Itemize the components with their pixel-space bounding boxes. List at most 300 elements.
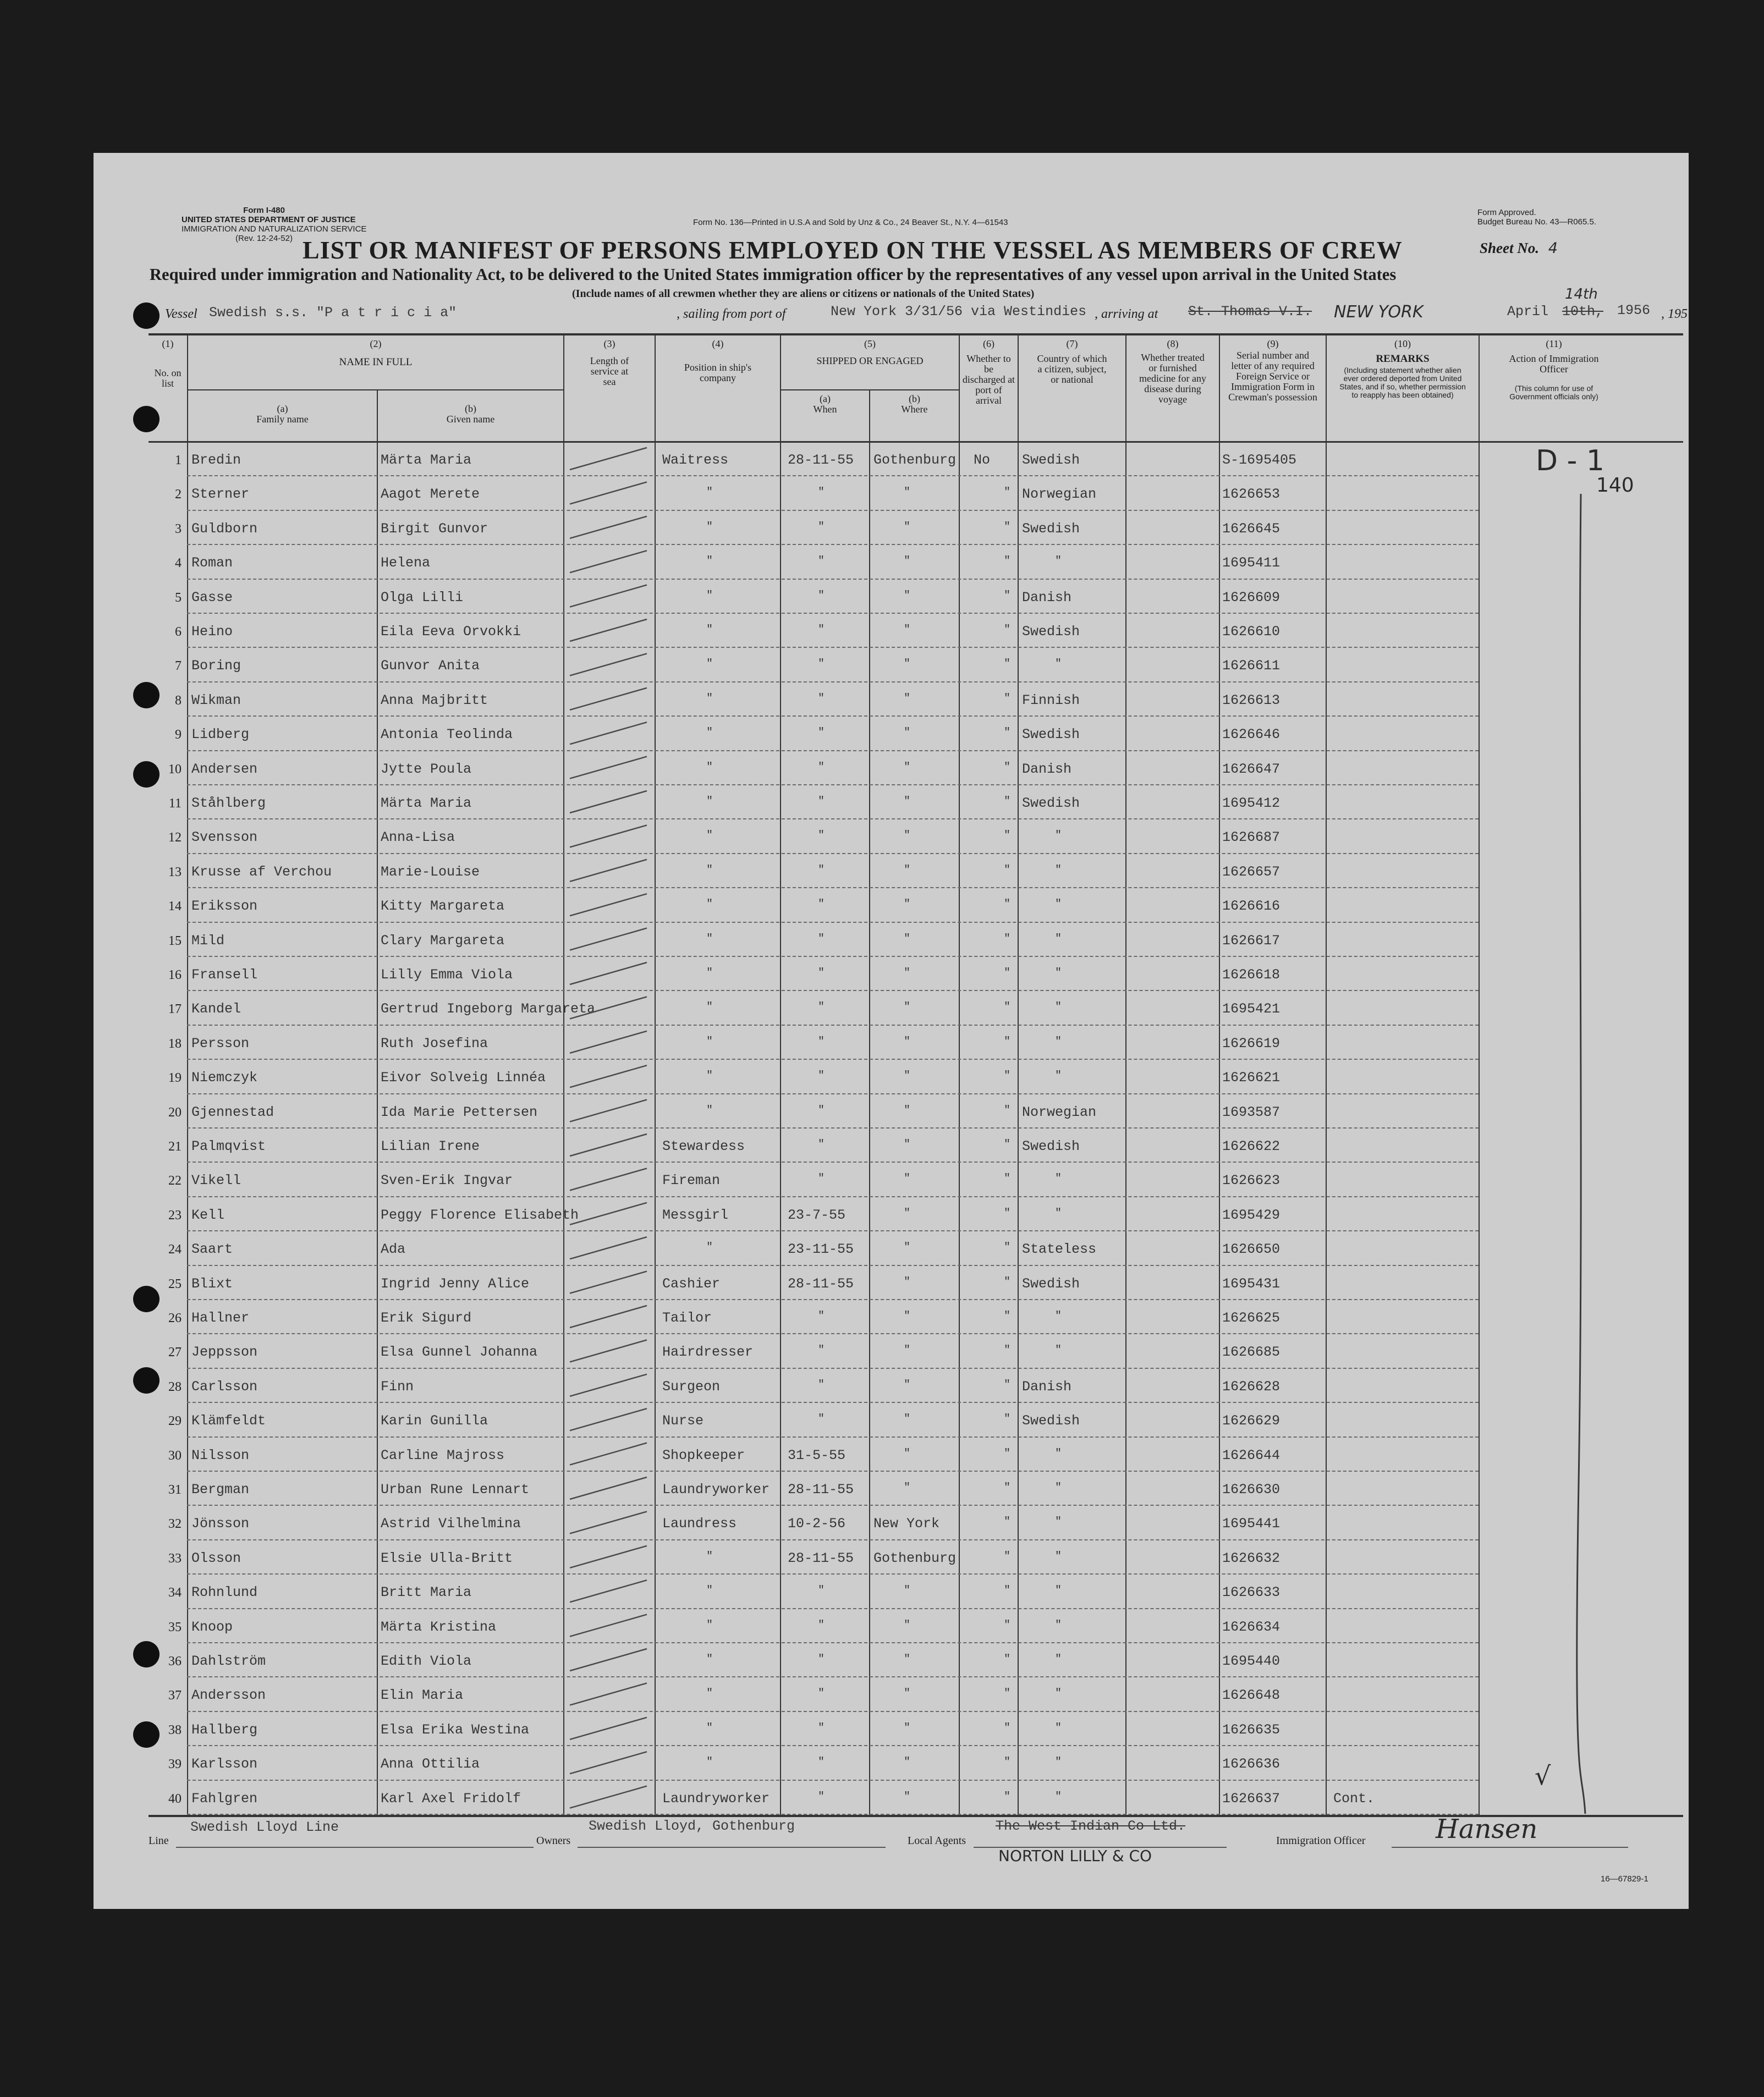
col-3-header — [564, 339, 655, 387]
service-stroke — [570, 722, 647, 744]
table-row — [94, 1746, 1689, 1780]
cell-serial: 1626623 — [1222, 1173, 1281, 1189]
cell-family: Boring — [191, 658, 241, 674]
cell-position: " — [706, 863, 713, 877]
cell-country: Danish — [1022, 761, 1072, 777]
service-stroke — [570, 928, 647, 950]
cell-position: Nurse — [662, 1413, 704, 1429]
col-4-num: (4) — [712, 338, 724, 349]
cell-country: Stateless — [1022, 1241, 1097, 1258]
col-7-num: (7) — [1066, 338, 1078, 349]
cell-discharged: " — [1004, 1310, 1011, 1323]
service-stroke — [570, 757, 647, 779]
cell-when: " — [818, 658, 825, 671]
cell-country: Swedish — [1022, 452, 1080, 468]
row-number: 7 — [175, 659, 182, 674]
cell-where: " — [904, 1207, 911, 1220]
table-row — [94, 923, 1689, 957]
cell-country: " — [1055, 863, 1062, 877]
cell-discharged: " — [1004, 1104, 1011, 1117]
cell-position: " — [706, 1721, 713, 1735]
cell-country: " — [1055, 1687, 1062, 1700]
cell-serial: 1626632 — [1222, 1550, 1281, 1566]
col-10-note: (Including statement whether alien ever ordered deported from United States, and if so, whether permission to reapply has been obtained) — [1339, 366, 1466, 399]
row-number: 4 — [175, 556, 182, 571]
col-6-header — [960, 339, 1018, 406]
cell-when: " — [818, 1035, 825, 1048]
cell-given: Eivor Solveig Linnéa — [381, 1070, 546, 1086]
cell-country: " — [1055, 1653, 1062, 1666]
cell-where: " — [904, 1104, 911, 1117]
cell-when: " — [818, 1653, 825, 1666]
cell-where: " — [904, 589, 911, 602]
action-count: 140 — [1596, 474, 1634, 497]
table-row — [94, 819, 1689, 854]
service-stroke — [570, 1306, 647, 1328]
cell-serial: 1695411 — [1222, 555, 1281, 571]
cell-discharged: " — [1004, 1138, 1011, 1151]
cell-position: " — [706, 624, 713, 636]
cell-position: " — [706, 658, 713, 671]
cell-where: Gothenburg — [873, 1550, 957, 1566]
cell-where: " — [904, 520, 911, 533]
service-name: IMMIGRATION AND NATURALIZATION SERVICE — [182, 224, 367, 234]
owners-label: Owners — [536, 1835, 571, 1847]
agents-struck: The West Indian Co Ltd. — [996, 1818, 1186, 1834]
cell-serial: 1626610 — [1222, 624, 1281, 640]
cell-position: Cashier — [662, 1275, 721, 1292]
col-10-header — [1327, 339, 1479, 399]
cell-position: " — [706, 486, 713, 499]
cell-when: " — [818, 555, 825, 568]
cell-serial: 1626646 — [1222, 726, 1281, 743]
cell-family: Persson — [191, 1035, 250, 1052]
row-number: 5 — [175, 590, 182, 605]
table-row — [94, 1712, 1689, 1746]
col-2-header — [188, 339, 563, 367]
cell-serial: S-1695405 — [1222, 452, 1297, 468]
service-stroke — [570, 860, 647, 882]
service-stroke — [570, 1134, 647, 1156]
cell-discharged: " — [1004, 1413, 1011, 1426]
cell-country: " — [1055, 658, 1062, 671]
cell-family: Dahlström — [191, 1653, 266, 1669]
row-number: 6 — [175, 625, 182, 639]
service-stroke — [570, 1786, 647, 1808]
row-number: 17 — [168, 1002, 182, 1017]
form-code: 16—67829-1 — [1601, 1874, 1648, 1884]
cell-when: " — [818, 1619, 825, 1632]
cell-given: Karl Axel Fridolf — [381, 1790, 521, 1807]
cell-family: Hallner — [191, 1310, 250, 1326]
cell-serial: 1695431 — [1222, 1275, 1281, 1292]
cell-family: Guldborn — [191, 520, 258, 537]
cell-given: Kitty Margareta — [381, 898, 505, 915]
cell-when: 28-11-55 — [788, 452, 854, 468]
cell-given: Anna Ottilia — [381, 1756, 480, 1773]
cell-when: " — [818, 1790, 825, 1803]
table-row — [94, 1334, 1689, 1368]
service-stroke — [570, 1237, 647, 1259]
agents-value: NORTON LILLY & CO — [998, 1847, 1152, 1865]
table-row — [94, 854, 1689, 888]
col-2b-label: Given name — [446, 414, 495, 425]
row-number: 11 — [168, 796, 182, 811]
cell-discharged: " — [1004, 555, 1011, 568]
row-number: 37 — [168, 1688, 182, 1703]
cell-where: " — [904, 555, 911, 568]
table-row — [94, 1540, 1689, 1575]
cell-position: " — [706, 1035, 713, 1048]
table-row — [94, 957, 1689, 991]
cell-where: " — [904, 898, 911, 911]
service-stroke — [570, 516, 647, 538]
cell-discharged: " — [1004, 795, 1011, 808]
service-stroke — [570, 1203, 647, 1225]
cell-where: " — [904, 1275, 911, 1289]
col-10-num: (10) — [1394, 338, 1411, 349]
sheet-label: Sheet No. — [1480, 240, 1539, 256]
cell-when: " — [818, 624, 825, 636]
service-stroke — [570, 1374, 647, 1396]
cell-where: " — [904, 486, 911, 499]
cell-serial: 1695440 — [1222, 1653, 1281, 1669]
table-row — [94, 1060, 1689, 1094]
cell-discharged: " — [1004, 1687, 1011, 1700]
table-row — [94, 614, 1689, 648]
service-stroke — [570, 1065, 647, 1087]
arriving-label: , arriving at — [1095, 307, 1158, 321]
action-check: √ — [1535, 1761, 1551, 1791]
cell-serial: 1695421 — [1222, 1001, 1281, 1017]
cell-family: Karlsson — [191, 1756, 258, 1773]
sailing-label: , sailing from port of — [677, 307, 786, 321]
cell-family: Vikell — [191, 1173, 241, 1189]
cell-given: Birgit Gunvor — [381, 520, 488, 537]
cell-position: " — [706, 898, 713, 911]
cell-position: Tailor — [662, 1310, 712, 1326]
col-6-label: Whether to be discharged at port of arrival — [962, 353, 1015, 406]
cell-when: " — [818, 1413, 825, 1426]
cell-discharged: " — [1004, 726, 1011, 740]
cell-family: Bredin — [191, 452, 241, 468]
cell-serial: 1626647 — [1222, 761, 1281, 777]
cell-family: Niemczyk — [191, 1070, 258, 1086]
row-number: 8 — [175, 693, 182, 708]
cell-when: " — [818, 761, 825, 774]
row-number: 10 — [168, 762, 182, 777]
form-number: Form I-480 — [243, 206, 285, 215]
cell-given: Ida Marie Pettersen — [381, 1104, 538, 1120]
col-11-label: Action of Immigration Officer — [1509, 353, 1599, 375]
col-6-num: (6) — [983, 338, 994, 349]
service-stroke — [570, 1511, 647, 1533]
row-number: 38 — [168, 1722, 182, 1737]
service-stroke — [570, 1168, 647, 1190]
cell-serial: 1626650 — [1222, 1241, 1281, 1258]
cell-family: Fahlgren — [191, 1790, 258, 1807]
owners-value: Swedish Lloyd, Gothenburg — [589, 1818, 795, 1834]
row-number: 36 — [168, 1654, 182, 1669]
cell-where: " — [904, 1756, 911, 1769]
col-3-label: Length of service at sea — [590, 355, 629, 387]
cell-serial: 1626635 — [1222, 1721, 1281, 1738]
cell-where: " — [904, 1378, 911, 1391]
cell-given: Elin Maria — [381, 1687, 464, 1704]
cell-where: " — [904, 1619, 911, 1632]
cell-serial: 1626630 — [1222, 1482, 1281, 1498]
cell-country: Danish — [1022, 589, 1072, 606]
col-5-header — [781, 339, 959, 366]
col-5-label: SHIPPED OR ENGAGED — [816, 355, 924, 366]
col-5-num: (5) — [864, 338, 876, 349]
service-stroke — [570, 1408, 647, 1430]
cell-when: " — [818, 1070, 825, 1083]
col-2-num: (2) — [370, 338, 382, 349]
row-number: 23 — [168, 1208, 182, 1223]
cell-serial: 1626685 — [1222, 1344, 1281, 1361]
cell-given: Olga Lilli — [381, 589, 464, 606]
cell-country: " — [1055, 1070, 1062, 1083]
cell-given: Carline Majross — [381, 1447, 505, 1463]
table-row — [94, 1300, 1689, 1334]
service-stroke — [570, 1580, 647, 1602]
cell-where: " — [904, 1687, 911, 1700]
table-row — [94, 1231, 1689, 1265]
table-row — [94, 442, 1689, 476]
cell-country: Swedish — [1022, 520, 1080, 537]
vessel-name: Swedish s.s. "P a t r i c i a" — [209, 305, 457, 321]
cell-family: Olsson — [191, 1550, 241, 1566]
punch-hole — [133, 406, 160, 432]
cell-country: " — [1055, 829, 1062, 843]
cell-family: Krusse af Verchou — [191, 863, 332, 880]
cell-position: " — [706, 1653, 713, 1666]
cell-family: Svensson — [191, 829, 258, 846]
table-row — [94, 1575, 1689, 1609]
row-number: 16 — [168, 968, 182, 982]
table-row — [94, 785, 1689, 819]
line-label: Line — [149, 1835, 169, 1847]
row-number: 29 — [168, 1414, 182, 1429]
approval-block — [1477, 208, 1596, 227]
row-number: 13 — [168, 865, 182, 879]
cell-serial: 1626634 — [1222, 1619, 1281, 1635]
table-row — [94, 1781, 1689, 1815]
cell-position: " — [706, 589, 713, 602]
service-stroke — [570, 1031, 647, 1053]
cell-discharged: " — [1004, 1619, 1011, 1632]
cell-family: Bergman — [191, 1482, 250, 1498]
cell-country: " — [1055, 967, 1062, 979]
cell-when: " — [818, 520, 825, 533]
row-number: 22 — [168, 1174, 182, 1188]
cell-where: " — [904, 1241, 911, 1254]
cell-discharged: " — [1004, 692, 1011, 705]
col-11-note: (This column for use of Government officials only) — [1509, 384, 1598, 401]
cell-family: Knoop — [191, 1619, 233, 1635]
cell-given: Marie-Louise — [381, 863, 480, 880]
cell-given: Ingrid Jenny Alice — [381, 1275, 530, 1292]
cell-discharged: " — [1004, 589, 1011, 602]
officer-signature: Hansen — [1436, 1814, 1538, 1845]
col-9-num: (9) — [1267, 338, 1279, 349]
cell-position: " — [706, 829, 713, 843]
row-number: 31 — [168, 1483, 182, 1497]
cell-discharged: No — [974, 452, 991, 468]
cell-country: Finnish — [1022, 692, 1080, 708]
cell-discharged: " — [1004, 1275, 1011, 1289]
cell-remarks: Cont. — [1333, 1790, 1375, 1807]
cell-where: " — [904, 1070, 911, 1083]
cell-when: " — [818, 1378, 825, 1391]
service-stroke — [570, 551, 647, 573]
cell-family: Lidberg — [191, 726, 250, 743]
cell-position: Surgeon — [662, 1378, 721, 1395]
cell-serial: 1626687 — [1222, 829, 1281, 846]
cell-given: Erik Sigurd — [381, 1310, 472, 1326]
service-stroke — [570, 962, 647, 984]
cell-country: " — [1055, 1756, 1062, 1769]
cell-when: 10-2-56 — [788, 1516, 846, 1532]
cell-given: Britt Maria — [381, 1584, 472, 1601]
cell-where: " — [904, 1413, 911, 1426]
col-1-label: No. on list — [154, 367, 182, 389]
table-row — [94, 545, 1689, 579]
service-stroke — [570, 1443, 647, 1465]
cell-family: Kell — [191, 1207, 225, 1223]
action-d1: D - 1 — [1536, 444, 1604, 477]
cell-country: " — [1055, 1447, 1062, 1460]
cell-country: " — [1055, 1482, 1062, 1494]
cell-given: Antonia Teolinda — [381, 726, 513, 743]
cell-position: " — [706, 692, 713, 705]
cell-serial: 1626628 — [1222, 1378, 1281, 1395]
service-stroke — [570, 1272, 647, 1294]
cell-when: " — [818, 863, 825, 877]
row-number: 1 — [175, 453, 182, 467]
cell-discharged: " — [1004, 1001, 1011, 1014]
service-stroke — [570, 482, 647, 504]
col-2b-num: (b) — [465, 403, 476, 414]
col-1-header — [149, 339, 187, 389]
cell-when: " — [818, 692, 825, 705]
cell-discharged: " — [1004, 1207, 1011, 1220]
action-bracket-line — [1571, 494, 1593, 1825]
cell-when: 28-11-55 — [788, 1550, 854, 1566]
col-8-header — [1126, 339, 1219, 405]
cell-country: " — [1055, 1173, 1062, 1186]
cell-when: " — [818, 1001, 825, 1014]
row-number: 39 — [168, 1757, 182, 1772]
cell-given: Märta Maria — [381, 452, 472, 468]
page-title: LIST OR MANIFEST OF PERSONS EMPLOYED ON THE VESSEL AS MEMBERS OF CREW — [303, 236, 1403, 264]
table-row — [94, 1609, 1689, 1643]
col-10-label: REMARKS — [1376, 353, 1430, 365]
cell-given: Edith Viola — [381, 1653, 472, 1669]
cell-position: " — [706, 1584, 713, 1598]
cell-position: " — [706, 555, 713, 568]
arrival-day-struck: 10th, — [1562, 304, 1604, 320]
cell-discharged: " — [1004, 658, 1011, 671]
cell-where: " — [904, 1721, 911, 1735]
cell-where: " — [904, 726, 911, 740]
table-row — [94, 648, 1689, 682]
cell-where: " — [904, 1447, 911, 1460]
col-2a-num: (a) — [277, 403, 288, 414]
row-number: 25 — [168, 1276, 182, 1291]
vessel-label: Vessel — [165, 307, 197, 321]
table-row — [94, 1369, 1689, 1403]
cell-where: " — [904, 1310, 911, 1323]
cell-where: " — [904, 1173, 911, 1186]
service-stroke — [570, 1100, 647, 1122]
cell-given: Lilian Irene — [381, 1138, 480, 1154]
row-number: 35 — [168, 1620, 182, 1634]
cell-country: " — [1055, 1619, 1062, 1632]
cell-position: " — [706, 1070, 713, 1083]
cell-serial: 1626621 — [1222, 1070, 1281, 1086]
cell-family: Gasse — [191, 589, 233, 606]
cell-country: Swedish — [1022, 795, 1080, 811]
service-stroke — [570, 448, 647, 470]
cell-family: Rohnlund — [191, 1584, 258, 1601]
cell-where: " — [904, 1035, 911, 1048]
cell-discharged: " — [1004, 1378, 1011, 1391]
cell-when: " — [818, 932, 825, 945]
cell-given: Finn — [381, 1378, 414, 1395]
cell-country: " — [1055, 555, 1062, 568]
cell-discharged: " — [1004, 1344, 1011, 1357]
col-5a-label: When — [813, 404, 837, 415]
cell-position: " — [706, 1619, 713, 1632]
table-row — [94, 683, 1689, 717]
cell-where: " — [904, 1001, 911, 1014]
cell-given: Ruth Josefina — [381, 1035, 488, 1052]
col-11-header — [1480, 339, 1628, 401]
cell-discharged: " — [1004, 1173, 1011, 1186]
cell-family: Klämfeldt — [191, 1413, 266, 1429]
cell-given: Märta Kristina — [381, 1619, 497, 1635]
col-2b-header — [378, 404, 563, 425]
cell-position: Waitress — [662, 452, 729, 468]
cell-serial: 1626618 — [1222, 967, 1281, 983]
revision-date: (Rev. 12-24-52) — [235, 234, 293, 243]
service-stroke — [570, 1340, 647, 1362]
cell-given: Gertrud Ingeborg Margareta — [381, 1001, 596, 1017]
cell-given: Anna-Lisa — [381, 829, 455, 846]
table-row — [94, 1197, 1689, 1231]
cell-position: Hairdresser — [662, 1344, 754, 1361]
cell-given: Helena — [381, 555, 431, 571]
cell-family: Hallberg — [191, 1721, 258, 1738]
cell-when: " — [818, 1104, 825, 1117]
cell-country: Norwegian — [1022, 486, 1097, 503]
punch-hole — [133, 302, 160, 329]
cell-when: " — [818, 795, 825, 808]
row-number: 19 — [168, 1071, 182, 1086]
cell-country: " — [1055, 1310, 1062, 1323]
cell-serial: 1626609 — [1222, 589, 1281, 606]
line-value: Swedish Lloyd Line — [190, 1819, 339, 1835]
cell-family: Ståhlberg — [191, 795, 266, 811]
cell-position: Laundress — [662, 1516, 737, 1532]
row-number: 14 — [168, 899, 182, 914]
cell-family: Carlsson — [191, 1378, 258, 1395]
col-7-header — [1019, 339, 1125, 385]
service-stroke — [570, 894, 647, 916]
cell-where: " — [904, 624, 911, 636]
